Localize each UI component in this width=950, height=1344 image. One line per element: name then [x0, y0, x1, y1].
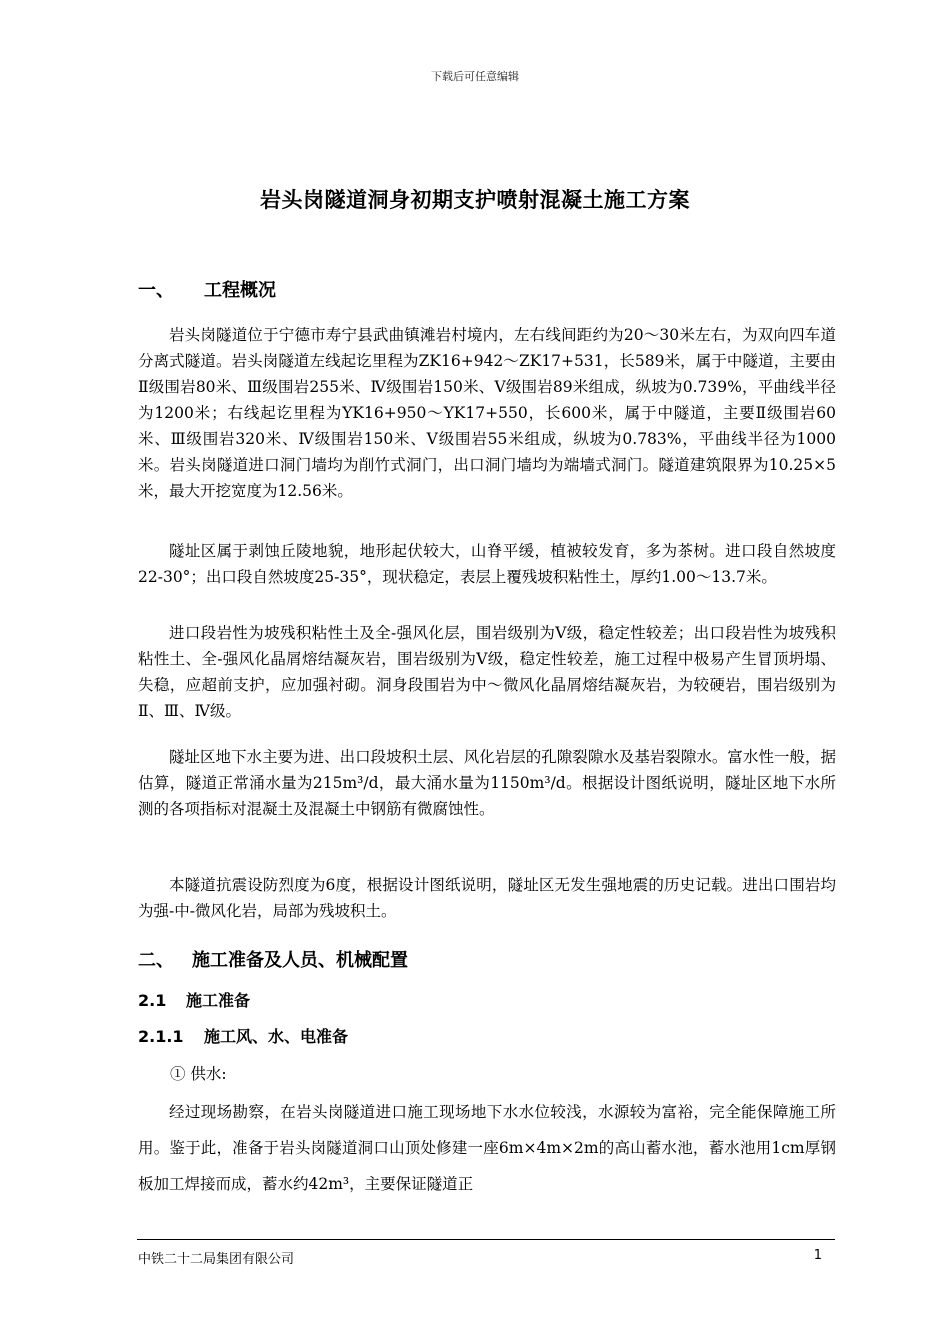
paragraph-terrain: 隧址区属于剥蚀丘陵地貌，地形起伏较大，山脊平缓，植被较发育，多为茶树。进口段自然坡度22-30°；出口段自然坡度25-35°，现状稳定，表层上覆残坡积粘性土，厚约1.00～13.7米。	[138, 542, 836, 586]
section-title: 工程概况	[204, 280, 276, 301]
section-number: 二、	[138, 950, 174, 971]
sub-heading-2-1-1	[138, 1024, 348, 1047]
section-title: 施工准备及人员、机械配置	[192, 950, 408, 971]
section-heading-1	[138, 276, 276, 302]
header-note: 下载后可任意编辑	[431, 70, 519, 83]
section-heading-2	[138, 946, 408, 972]
sub-heading-number: 2.1.1	[138, 1027, 184, 1046]
footer-company: 中铁二十二局集团有限公司	[138, 1252, 295, 1267]
sub-heading-title: 施工准备	[186, 991, 251, 1010]
page-number: 1	[813, 1248, 822, 1263]
sub-heading-title: 施工风、水、电准备	[204, 1027, 349, 1046]
sub-heading-2-1	[138, 988, 250, 1011]
paragraph-groundwater: 隧址区地下水主要为进、出口段坡积土层、风化岩层的孔隙裂隙水及基岩裂隙水。富水性一般，据估算，隧道正常涌水量为215m³/d，最大涌水量为1150m³/d。根据设计图纸说明，隧址区地下水所测的各项指标对混凝土及混凝土中钢筋有微腐蚀性。	[138, 748, 836, 818]
footer-divider	[137, 1239, 835, 1240]
paragraph-rock: 进口段岩性为坡残积粘性土及全-强风化层，围岩级别为Ⅴ级，稳定性较差；出口段岩性为坡残积粘性土、全-强风化晶屑熔结凝灰岩，围岩级别为Ⅴ级，稳定性较差，施工过程中极易产生冒顶坍塌、失稳，应超前支护，应加强衬砌。洞身段围岩为中～微风化晶屑熔结凝灰岩，为较硬岩，围岩级别为Ⅱ、Ⅲ、Ⅳ级。	[138, 624, 836, 720]
document-title: 岩头岗隧道洞身初期支护喷射混凝土施工方案	[260, 188, 690, 212]
paragraph-seismic: 本隧道抗震设防烈度为6度，根据设计图纸说明，隧址区无发生强地震的历史记载。进出口围岩均为强-中-微风化岩，局部为残坡积土。	[138, 876, 836, 920]
water-supply-item: ① 供水:	[170, 1065, 227, 1083]
sub-heading-number: 2.1	[138, 991, 167, 1010]
section-number: 一、	[138, 280, 174, 301]
paragraph-overview: 岩头岗隧道位于宁德市寿宁县武曲镇滩岩村境内，左右线间距约为20～30米左右，为双向四车道分离式隧道。岩头岗隧道左线起讫里程为ZK16+942～ZK17+531，长589米，属于中隧道，主要由Ⅱ级围岩80米、Ⅲ级围岩255米、Ⅳ级围岩150米、Ⅴ级围岩89米组成，纵坡为0.739%，平曲线半径为1200米；右线起讫里程为YK16+950～YK17+550，长600米，属于中隧道，主要Ⅱ级围岩60米、Ⅲ级围岩320米、Ⅳ级围岩150米、Ⅴ级围岩55米组成，纵坡为0.783%，平曲线半径为1000米。岩头岗隧道进口洞门墙均为削竹式洞门，出口洞门墙均为端墙式洞门。隧道建筑限界为10.25×5米，最大开挖宽度为12.56米。	[138, 326, 836, 500]
paragraph-water-supply: 经过现场勘察，在岩头岗隧道进口施工现场地下水水位较浅，水源较为富裕，完全能保障施工所用。鉴于此，准备于岩头岗隧道洞口山顶处修建一座6m×4m×2m的高山蓄水池，蓄水池用1cm厚钢板加工焊接而成，蓄水约42m³，主要保证隧道正	[138, 1103, 836, 1193]
